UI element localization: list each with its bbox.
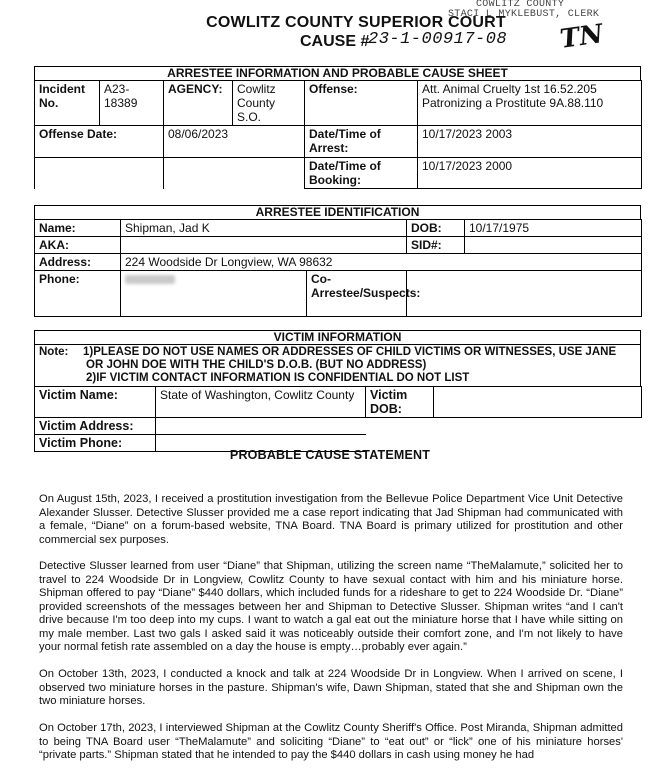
offense-date-label: Offense Date:	[35, 126, 164, 158]
empty-cell	[164, 158, 305, 189]
dob-label: DOB:	[407, 220, 465, 237]
agency-label: AGENCY:	[164, 81, 233, 126]
arrestee-info-table	[34, 80, 642, 189]
statement-paragraph-1: On August 15th, 2023, I received a prostitution investigation from the Bellevue Police Department Vice Unit Detective Alexander Slusser. Detective Slusser provided me a case report indicating that Jad Shipman had communicated with a female, “Diane” on a forum-based website, TNA Board. TNA Board is primary utilized for prostitution and other commercial sex purposes.	[39, 493, 623, 546]
clerk-stamp-county: COWLITZ COUNTY	[476, 0, 565, 10]
sid-value	[465, 237, 642, 254]
address-label: Address:	[35, 254, 121, 271]
victim-phone-label: Victim Phone:	[35, 435, 156, 452]
victim-note	[34, 344, 641, 386]
victim-table	[34, 386, 642, 452]
arrestee-id-title: ARRESTEE IDENTIFICATION	[34, 205, 641, 219]
cause-number: 23-1-00917-08	[368, 30, 508, 49]
note-1a: 1)PLEASE DO NOT USE NAMES OR ADDRESSES OF CHILD VICTIMS OR WITNESSES, USE JANE	[83, 346, 617, 358]
cause-label: CAUSE #	[300, 33, 370, 50]
arrest-datetime-value: 10/17/2023 2003	[418, 126, 642, 158]
victim-name-value: State of Washington, Cowlitz County	[156, 387, 366, 418]
victim-name-label: Victim Name:	[35, 387, 156, 418]
clerk-stamp-clerk: STACI L MYKLEBUST, CLERK	[448, 9, 600, 20]
incident-no-label: Incident No.	[35, 81, 100, 126]
handwritten-initials: TN	[558, 19, 606, 55]
victim-address-value	[156, 418, 366, 435]
offense-line-2: Patronizing a Prostitute 9A.88.110	[422, 96, 604, 110]
note-1b: OR JOHN DOE WITH THE CHILD'S D.O.B. (BUT NO ADDRESS)	[86, 359, 427, 371]
booking-datetime-label: Date/Time of Booking:	[305, 158, 418, 189]
offense-label: Offense:	[305, 81, 418, 126]
victim-dob-label: Victim DOB:	[366, 387, 434, 418]
note-label: Note:	[39, 346, 69, 358]
agency-value: Cowlitz County S.O.	[233, 81, 305, 126]
dob-value: 10/17/1975	[465, 220, 642, 237]
aka-label: AKA:	[35, 237, 121, 254]
statement-paragraph-4: On October 17th, 2023, I interviewed Shipman at the Cowlitz County Sheriff's Office. Post Miranda, Shipman admitted to being TNA Board user “TheMalamute” and soliciting “Diane” to “eat out” or “lick” one of his miniature horses' “private parts.” Shipman stated that he intended to pay the $440 dollars in cash using money he had	[39, 722, 623, 761]
victim-info-title: VICTIM INFORMATION	[34, 330, 641, 344]
offense-line-1: Att. Animal Cruelty 1st 16.52.205	[422, 82, 597, 96]
pc-form	[34, 66, 641, 452]
co-arrestee-label: Co-Arrestee/Suspects:	[307, 271, 407, 317]
phone-label: Phone:	[35, 271, 121, 317]
statement-paragraph-2: Detective Slusser learned from user “Diane” that Shipman, utilizing the screen name “TheMalamute,” solicited her to travel to 224 Woodside Dr in Longview, Cowlitz County to have sexual contact with him and his miniature horse. Shipman offered to pay “Diane” $440 dollars, which included funds for a rideshare to get to 224 Woodside Dr. “Diane” provided screenshots of the messages between her and Shipman to Detective Slusser. Shipman writes “and I can't drive because I'm too deep into my cups. I want to watch a gal eat out the miniature horse that I have while sitting on my male member. Last two gals I asked said it was noticeably outside their comfort zone, and I'm not likely to have your normal fetish rate assembled on a day the house is empty…probably ever again.”	[39, 560, 623, 653]
name-label: Name:	[35, 220, 121, 237]
court-title: COWLITZ COUNTY SUPERIOR COURT	[206, 14, 506, 31]
note-2: 2)IF VICTIM CONTACT INFORMATION IS CONFIDENTIAL DO NOT LIST	[86, 372, 470, 384]
offense-value	[418, 81, 642, 126]
arrestee-id-table	[34, 219, 642, 317]
incident-no-value: A23-18389	[100, 81, 164, 126]
victim-address-label: Victim Address:	[35, 418, 156, 435]
name-value: Shipman, Jad K	[121, 220, 407, 237]
aka-value	[121, 237, 407, 254]
address-value: 224 Woodside Dr Longview, WA 98632	[121, 254, 642, 271]
redacted-phone	[125, 275, 175, 284]
booking-datetime-value: 10/17/2023 2000	[418, 158, 642, 189]
probable-cause-title: PROBABLE CAUSE STATEMENT	[229, 448, 431, 462]
victim-dob-value	[434, 387, 642, 418]
arrest-datetime-label: Date/Time of Arrest:	[305, 126, 418, 158]
arrestee-info-title: ARRESTEE INFORMATION AND PROBABLE CAUSE SHEET	[34, 66, 641, 80]
empty-cell	[366, 418, 642, 435]
offense-date-value: 08/06/2023	[164, 126, 305, 158]
co-arrestee-value	[407, 271, 642, 317]
statement-paragraph-3: On October 13th, 2023, I conducted a knock and talk at 224 Woodside Dr in Longview. When I arrived on scene, I observed two miniature horses in the pasture. Shipman's wife, Dawn Shipman, stated that she and Shipman own the two miniature horses.	[39, 668, 623, 707]
phone-value	[121, 271, 307, 317]
empty-cell	[35, 158, 164, 189]
sid-label: SID#:	[407, 237, 465, 254]
